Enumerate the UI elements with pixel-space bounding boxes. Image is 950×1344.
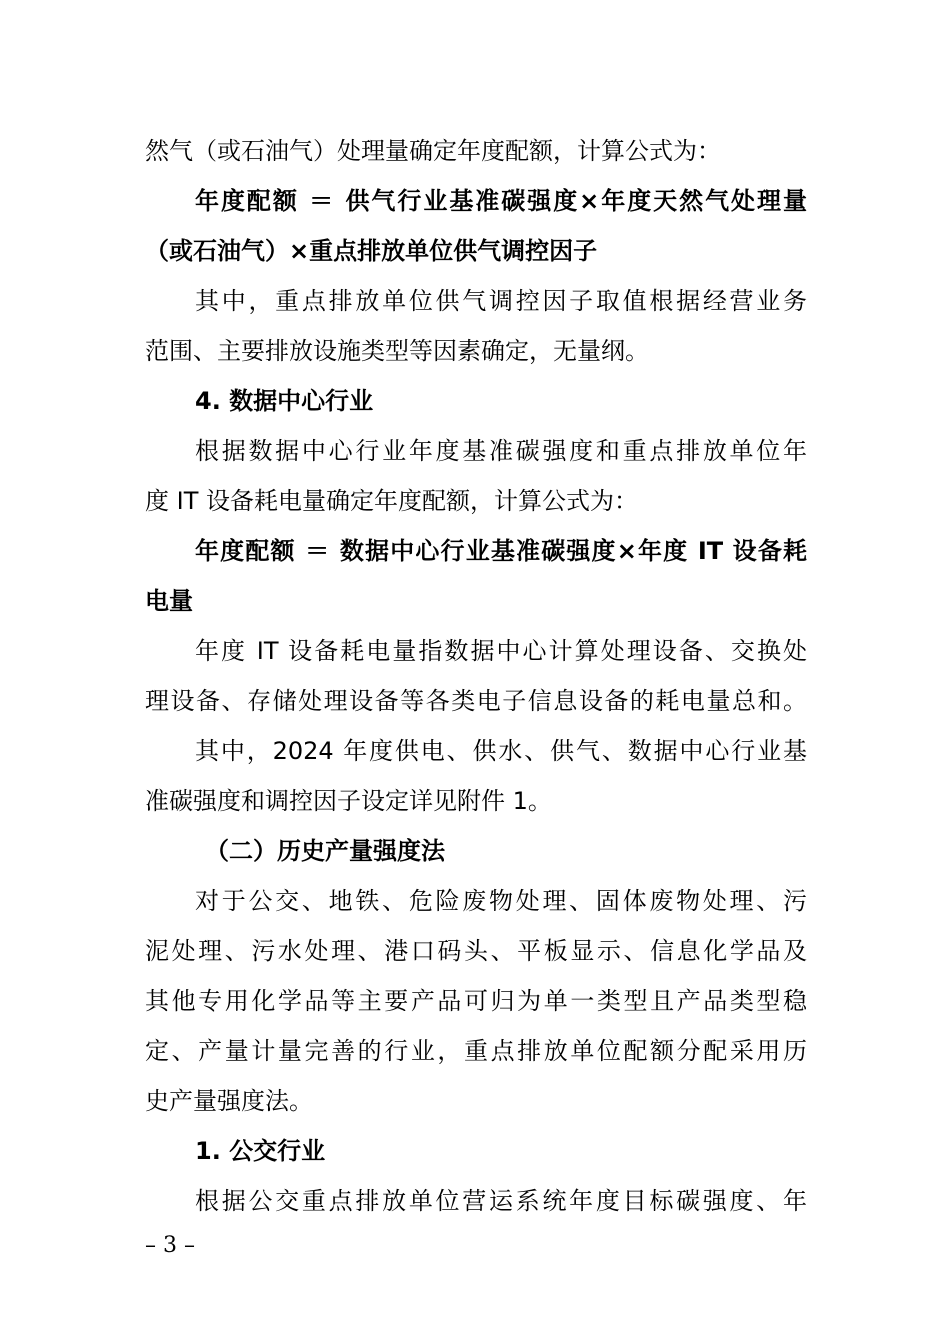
paragraph-line: 定、产量计量完善的行业，重点排放单位配额分配采用历 — [145, 1037, 807, 1065]
paragraph-line: 年度 IT 设备耗电量指数据中心计算处理设备、交换处 — [195, 637, 807, 665]
paragraph-line: 根据公交重点排放单位营运系统年度目标碳强度、年 — [195, 1187, 807, 1215]
paragraph-line: 理设备、存储处理设备等各类电子信息设备的耗电量总和。 — [145, 687, 807, 715]
section-heading: （二）历史产量强度法 — [205, 837, 445, 865]
paragraph-line: 根据数据中心行业年度基准碳强度和重点排放单位年 — [195, 437, 807, 465]
paragraph-line: 范围、主要排放设施类型等因素确定，无量纲。 — [145, 337, 649, 365]
page-number: – 3 – — [145, 1233, 195, 1258]
formula-line: 电量 — [145, 587, 193, 615]
paragraph-line: 然气（或石油气）处理量确定年度配额，计算公式为： — [145, 137, 721, 165]
paragraph-line: 对于公交、地铁、危险废物处理、固体废物处理、污 — [195, 887, 807, 915]
paragraph-line: 其中，2024 年度供电、供水、供气、数据中心行业基 — [195, 737, 807, 765]
paragraph-line: 准碳强度和调控因子设定详见附件 1。 — [145, 787, 552, 815]
paragraph-line: 其中，重点排放单位供气调控因子取值根据经营业务 — [195, 287, 807, 315]
paragraph-line: 其他专用化学品等主要产品可归为单一类型且产品类型稳 — [145, 987, 807, 1015]
body-text — [145, 126, 807, 1226]
formula-line: 年度配额 ＝ 供气行业基准碳强度×年度天然气处理量 — [195, 187, 807, 215]
paragraph-line: 史产量强度法。 — [145, 1087, 313, 1115]
paragraph-line: 度 IT 设备耗电量确定年度配额，计算公式为： — [145, 487, 638, 515]
formula-line: 年度配额 ＝ 数据中心行业基准碳强度×年度 IT 设备耗 — [195, 537, 807, 565]
paragraph-line: 泥处理、污水处理、港口码头、平板显示、信息化学品及 — [145, 937, 807, 965]
section-heading: 1. 公交行业 — [195, 1137, 326, 1165]
section-heading: 4. 数据中心行业 — [195, 387, 374, 415]
formula-line: （或石油气）×重点排放单位供气调控因子 — [145, 237, 598, 265]
